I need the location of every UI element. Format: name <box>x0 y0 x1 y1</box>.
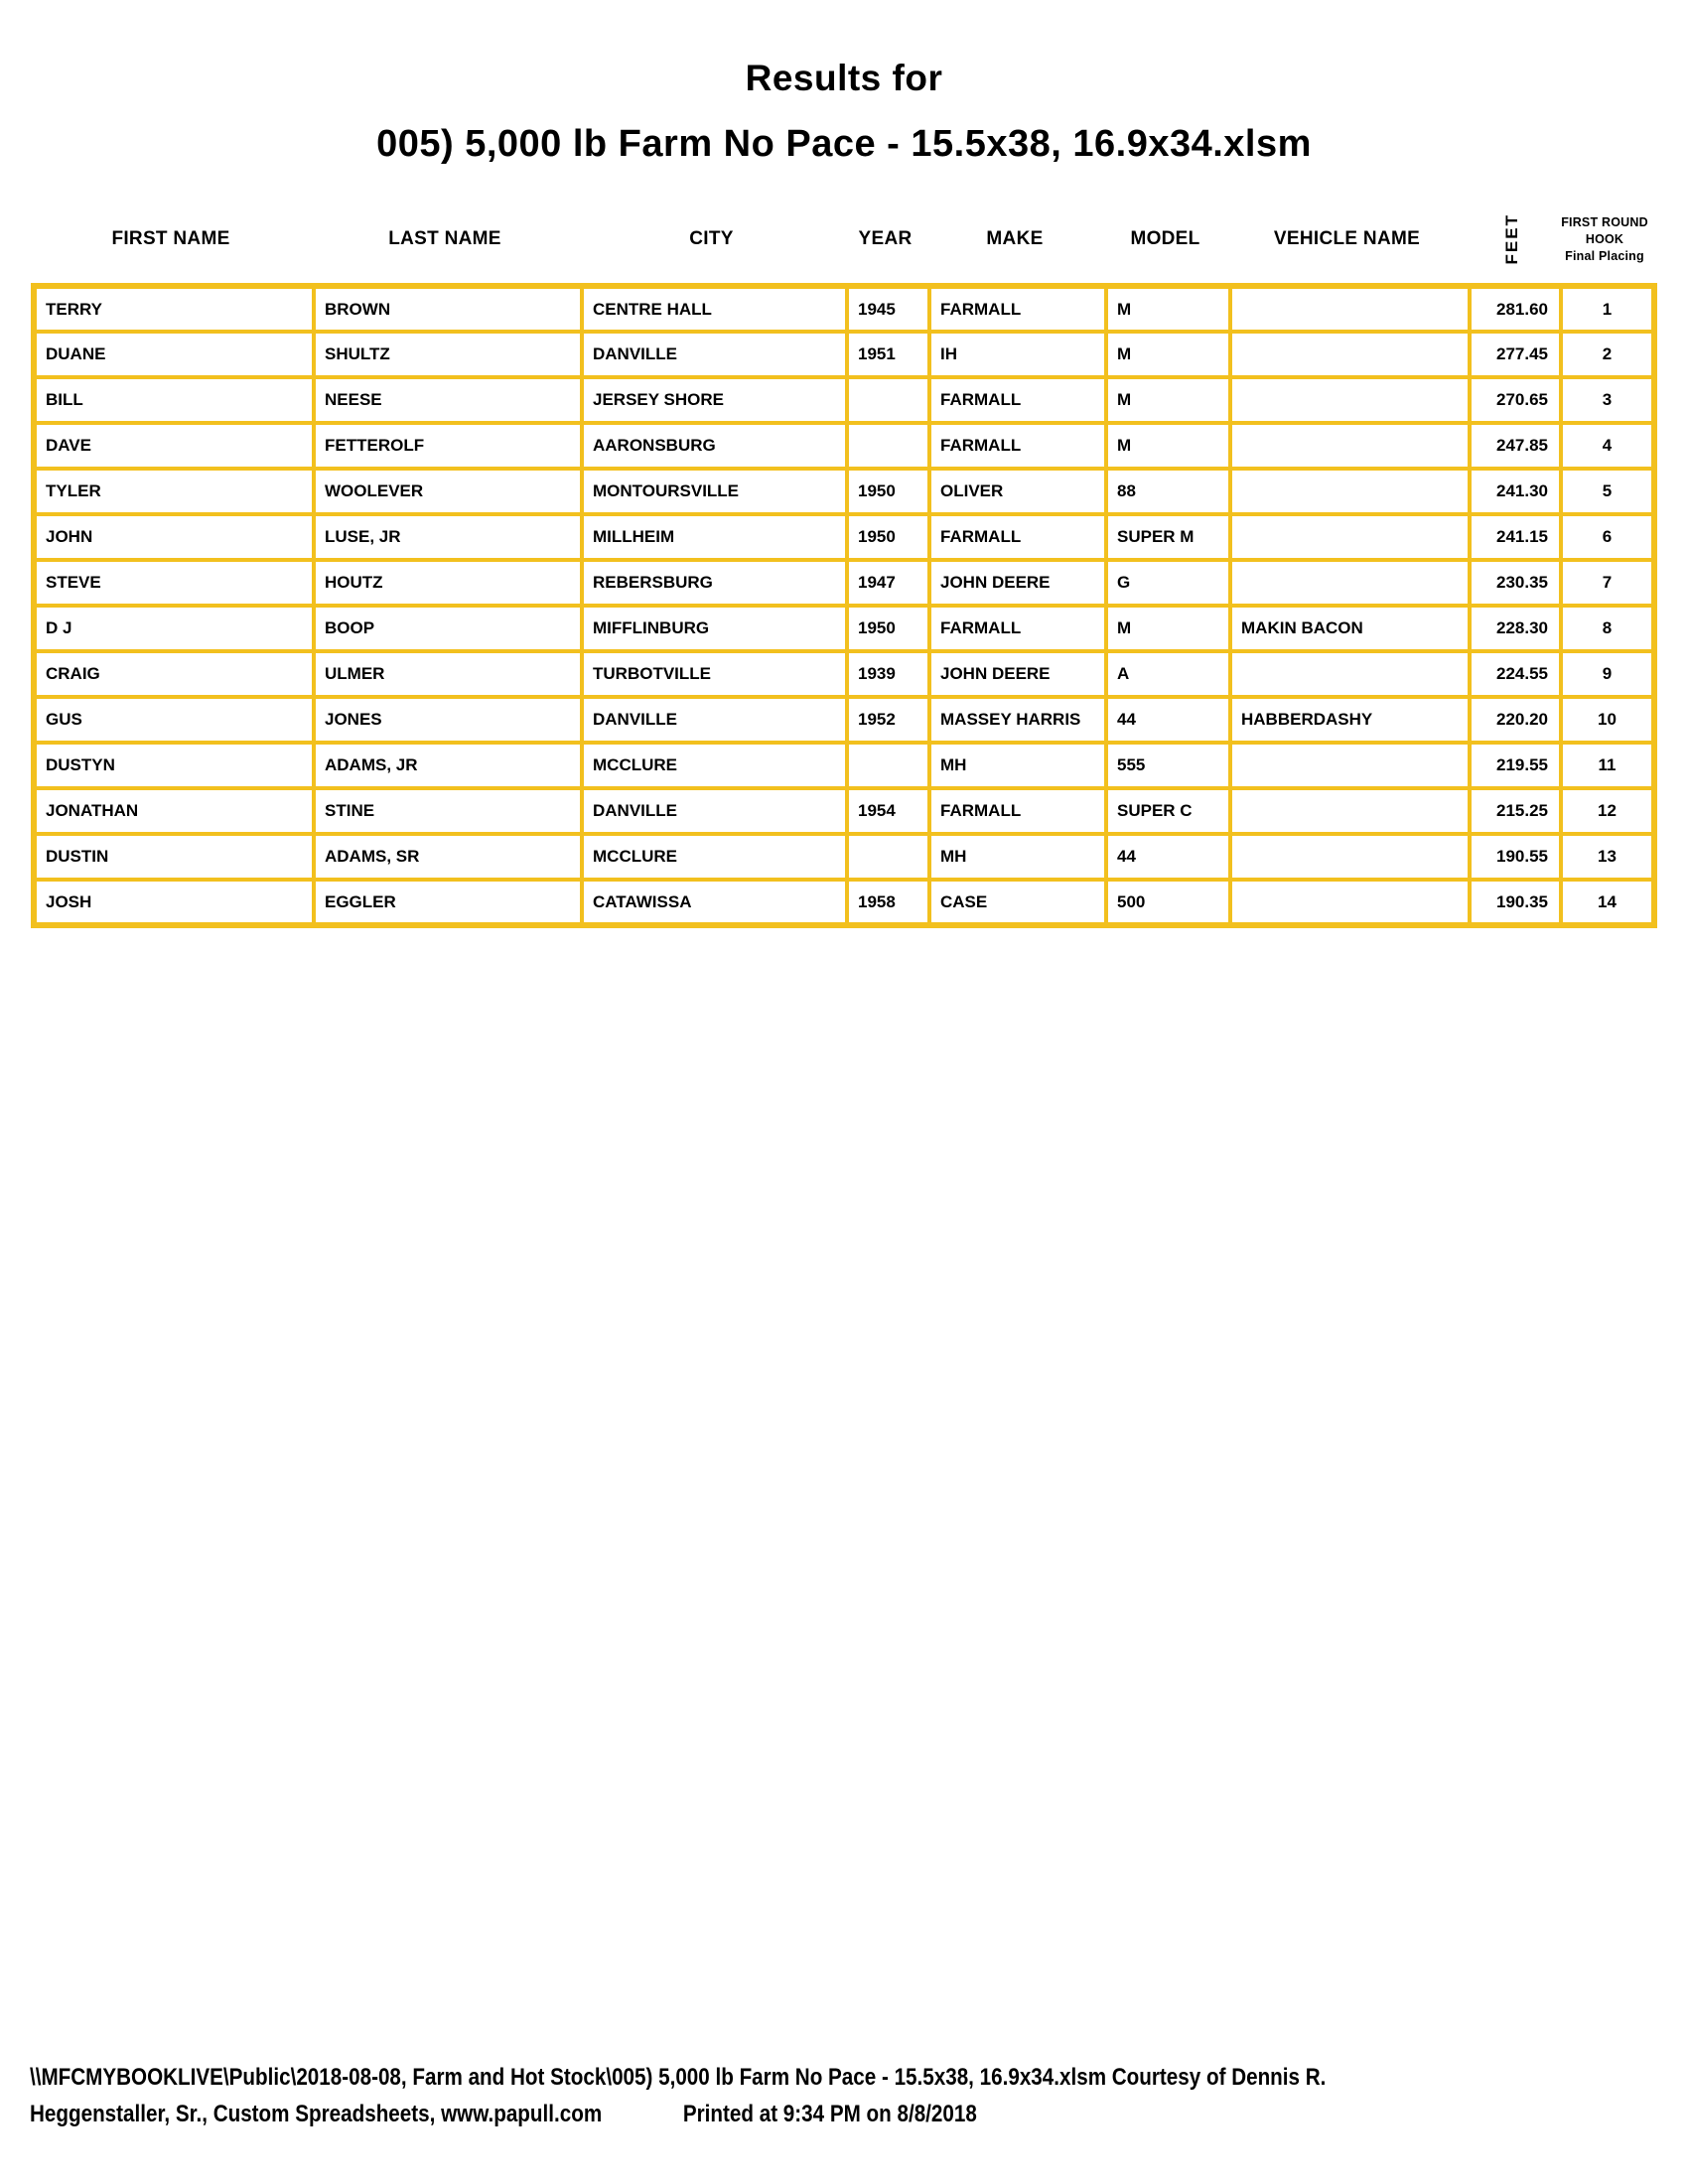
column-header-model: MODEL <box>1130 228 1200 249</box>
cell-model: 44 <box>1106 697 1230 743</box>
cell-feet: 219.55 <box>1470 743 1561 788</box>
table-row <box>34 743 1654 788</box>
column-header-vehicle-name: VEHICLE NAME <box>1273 228 1421 249</box>
cell-model: 44 <box>1106 834 1230 880</box>
cell-feet: 230.35 <box>1470 560 1561 606</box>
table-row <box>34 377 1654 423</box>
cell-make: OLIVER <box>929 469 1106 514</box>
cell-vehicle-name <box>1230 332 1470 377</box>
cell-placing: 13 <box>1561 834 1654 880</box>
cell-city: MCCLURE <box>582 834 847 880</box>
column-header-placing <box>1558 195 1651 284</box>
title-block <box>0 58 1688 166</box>
footer-line1: \\MFCMYBOOKLIVE\Public\2018-08-08, Farm and Hot Stock\005) 5,000 lb Farm No Pace - 15.5x38, 16.9x34.xlsm Courtesy of Dennis R. <box>30 2064 1327 2091</box>
placing-header-line1: FIRST ROUND <box>1561 214 1648 229</box>
cell-make: CASE <box>929 880 1106 925</box>
cell-city: DANVILLE <box>582 697 847 743</box>
cell-year: 1951 <box>847 332 929 377</box>
table-row <box>34 651 1654 697</box>
cell-make: FARMALL <box>929 377 1106 423</box>
cell-year: 1958 <box>847 880 929 925</box>
cell-placing: 4 <box>1561 423 1654 469</box>
cell-year <box>847 377 929 423</box>
cell-city: TURBOTVILLE <box>582 651 847 697</box>
feet-rotated-label: FEET <box>1502 213 1521 265</box>
cell-year: 1950 <box>847 514 929 560</box>
results-table <box>31 283 1657 928</box>
column-header-make: MAKE <box>986 228 1044 249</box>
cell-make: FARMALL <box>929 606 1106 651</box>
cell-vehicle-name <box>1230 560 1470 606</box>
table-row <box>34 606 1654 651</box>
cell-placing: 2 <box>1561 332 1654 377</box>
table-row <box>34 560 1654 606</box>
results-table-body <box>34 286 1654 925</box>
page-subtitle: 005) 5,000 lb Farm No Pace - 15.5x38, 16.9x34.xlsm <box>376 123 1312 165</box>
cell-feet: 241.30 <box>1470 469 1561 514</box>
cell-last-name: HOUTZ <box>314 560 582 606</box>
cell-feet: 270.65 <box>1470 377 1561 423</box>
cell-make: FARMALL <box>929 423 1106 469</box>
cell-make: FARMALL <box>929 788 1106 834</box>
cell-feet: 241.15 <box>1470 514 1561 560</box>
cell-last-name: BOOP <box>314 606 582 651</box>
table-row <box>34 286 1654 332</box>
cell-vehicle-name <box>1230 514 1470 560</box>
cell-placing: 8 <box>1561 606 1654 651</box>
cell-last-name: SHULTZ <box>314 332 582 377</box>
cell-model: A <box>1106 651 1230 697</box>
cell-first-name: DUSTIN <box>34 834 314 880</box>
table-row <box>34 788 1654 834</box>
placing-header-line2: HOOK <box>1585 231 1624 246</box>
cell-year: 1939 <box>847 651 929 697</box>
cell-vehicle-name <box>1230 423 1470 469</box>
cell-city: AARONSBURG <box>582 423 847 469</box>
table-row <box>34 834 1654 880</box>
table-row <box>34 697 1654 743</box>
cell-model: M <box>1106 377 1230 423</box>
cell-placing: 10 <box>1561 697 1654 743</box>
table-row <box>34 332 1654 377</box>
page-footer <box>30 2059 1326 2132</box>
cell-vehicle-name <box>1230 880 1470 925</box>
cell-first-name: JOSH <box>34 880 314 925</box>
cell-year <box>847 423 929 469</box>
cell-feet: 190.55 <box>1470 834 1561 880</box>
cell-vehicle-name: HABBERDASHY <box>1230 697 1470 743</box>
cell-placing: 5 <box>1561 469 1654 514</box>
cell-placing: 6 <box>1561 514 1654 560</box>
cell-year <box>847 834 929 880</box>
cell-make: FARMALL <box>929 286 1106 332</box>
cell-vehicle-name <box>1230 377 1470 423</box>
placing-header-line3: Final Placing <box>1565 248 1644 263</box>
cell-vehicle-name <box>1230 286 1470 332</box>
cell-placing: 7 <box>1561 560 1654 606</box>
table-row <box>34 880 1654 925</box>
cell-year: 1947 <box>847 560 929 606</box>
cell-first-name: JONATHAN <box>34 788 314 834</box>
cell-last-name: LUSE, JR <box>314 514 582 560</box>
cell-year: 1950 <box>847 469 929 514</box>
cell-model: 88 <box>1106 469 1230 514</box>
cell-year: 1954 <box>847 788 929 834</box>
cell-year: 1945 <box>847 286 929 332</box>
cell-placing: 12 <box>1561 788 1654 834</box>
cell-first-name: TERRY <box>34 286 314 332</box>
cell-first-name: STEVE <box>34 560 314 606</box>
cell-vehicle-name <box>1230 469 1470 514</box>
cell-city: MIFFLINBURG <box>582 606 847 651</box>
cell-feet: 224.55 <box>1470 651 1561 697</box>
cell-vehicle-name <box>1230 834 1470 880</box>
cell-city: DANVILLE <box>582 788 847 834</box>
footer-line2 <box>30 2096 1326 2132</box>
cell-model: SUPER M <box>1106 514 1230 560</box>
cell-make: FARMALL <box>929 514 1106 560</box>
cell-feet: 247.85 <box>1470 423 1561 469</box>
cell-first-name: JOHN <box>34 514 314 560</box>
cell-year: 1950 <box>847 606 929 651</box>
table-row <box>34 469 1654 514</box>
column-header-city: CITY <box>689 228 734 249</box>
cell-feet: 228.30 <box>1470 606 1561 651</box>
page-title: Results for <box>745 58 943 98</box>
cell-first-name: D J <box>34 606 314 651</box>
cell-model: M <box>1106 332 1230 377</box>
footer-printed-at: Printed at 9:34 PM on 8/8/2018 <box>682 2101 977 2127</box>
cell-placing: 3 <box>1561 377 1654 423</box>
cell-feet: 190.35 <box>1470 880 1561 925</box>
cell-city: MCCLURE <box>582 743 847 788</box>
footer-credit: Heggenstaller, Sr., Custom Spreadsheets, www.papull.com <box>30 2101 603 2127</box>
cell-placing: 14 <box>1561 880 1654 925</box>
cell-first-name: DUSTYN <box>34 743 314 788</box>
cell-placing: 9 <box>1561 651 1654 697</box>
cell-model: M <box>1106 606 1230 651</box>
cell-last-name: ULMER <box>314 651 582 697</box>
cell-last-name: EGGLER <box>314 880 582 925</box>
cell-first-name: DAVE <box>34 423 314 469</box>
cell-placing: 11 <box>1561 743 1654 788</box>
cell-model: M <box>1106 286 1230 332</box>
cell-model: 555 <box>1106 743 1230 788</box>
cell-first-name: BILL <box>34 377 314 423</box>
cell-city: REBERSBURG <box>582 560 847 606</box>
cell-first-name: GUS <box>34 697 314 743</box>
cell-make: JOHN DEERE <box>929 560 1106 606</box>
cell-vehicle-name <box>1230 743 1470 788</box>
column-header-first-name: FIRST NAME <box>111 228 230 249</box>
cell-year: 1952 <box>847 697 929 743</box>
cell-make: MASSEY HARRIS <box>929 697 1106 743</box>
cell-make: JOHN DEERE <box>929 651 1106 697</box>
cell-feet: 277.45 <box>1470 332 1561 377</box>
cell-last-name: STINE <box>314 788 582 834</box>
cell-city: DANVILLE <box>582 332 847 377</box>
cell-feet: 281.60 <box>1470 286 1561 332</box>
cell-make: IH <box>929 332 1106 377</box>
cell-first-name: DUANE <box>34 332 314 377</box>
cell-vehicle-name: MAKIN BACON <box>1230 606 1470 651</box>
cell-first-name: TYLER <box>34 469 314 514</box>
cell-feet: 215.25 <box>1470 788 1561 834</box>
cell-last-name: WOOLEVER <box>314 469 582 514</box>
cell-last-name: BROWN <box>314 286 582 332</box>
cell-feet: 220.20 <box>1470 697 1561 743</box>
cell-make: MH <box>929 743 1106 788</box>
cell-placing: 1 <box>1561 286 1654 332</box>
cell-city: JERSEY SHORE <box>582 377 847 423</box>
cell-last-name: JONES <box>314 697 582 743</box>
cell-last-name: ADAMS, SR <box>314 834 582 880</box>
cell-model: SUPER C <box>1106 788 1230 834</box>
cell-model: G <box>1106 560 1230 606</box>
cell-last-name: NEESE <box>314 377 582 423</box>
column-header-feet <box>1467 195 1558 284</box>
column-header-year: YEAR <box>858 228 913 249</box>
cell-city: CATAWISSA <box>582 880 847 925</box>
cell-city: CENTRE HALL <box>582 286 847 332</box>
cell-city: MONTOURSVILLE <box>582 469 847 514</box>
cell-model: 500 <box>1106 880 1230 925</box>
table-row <box>34 423 1654 469</box>
cell-city: MILLHEIM <box>582 514 847 560</box>
column-header-last-name: LAST NAME <box>388 228 501 249</box>
cell-last-name: FETTEROLF <box>314 423 582 469</box>
cell-make: MH <box>929 834 1106 880</box>
cell-year <box>847 743 929 788</box>
table-row <box>34 514 1654 560</box>
cell-first-name: CRAIG <box>34 651 314 697</box>
cell-vehicle-name <box>1230 788 1470 834</box>
cell-last-name: ADAMS, JR <box>314 743 582 788</box>
table-header-row <box>31 195 1651 284</box>
cell-model: M <box>1106 423 1230 469</box>
cell-vehicle-name <box>1230 651 1470 697</box>
